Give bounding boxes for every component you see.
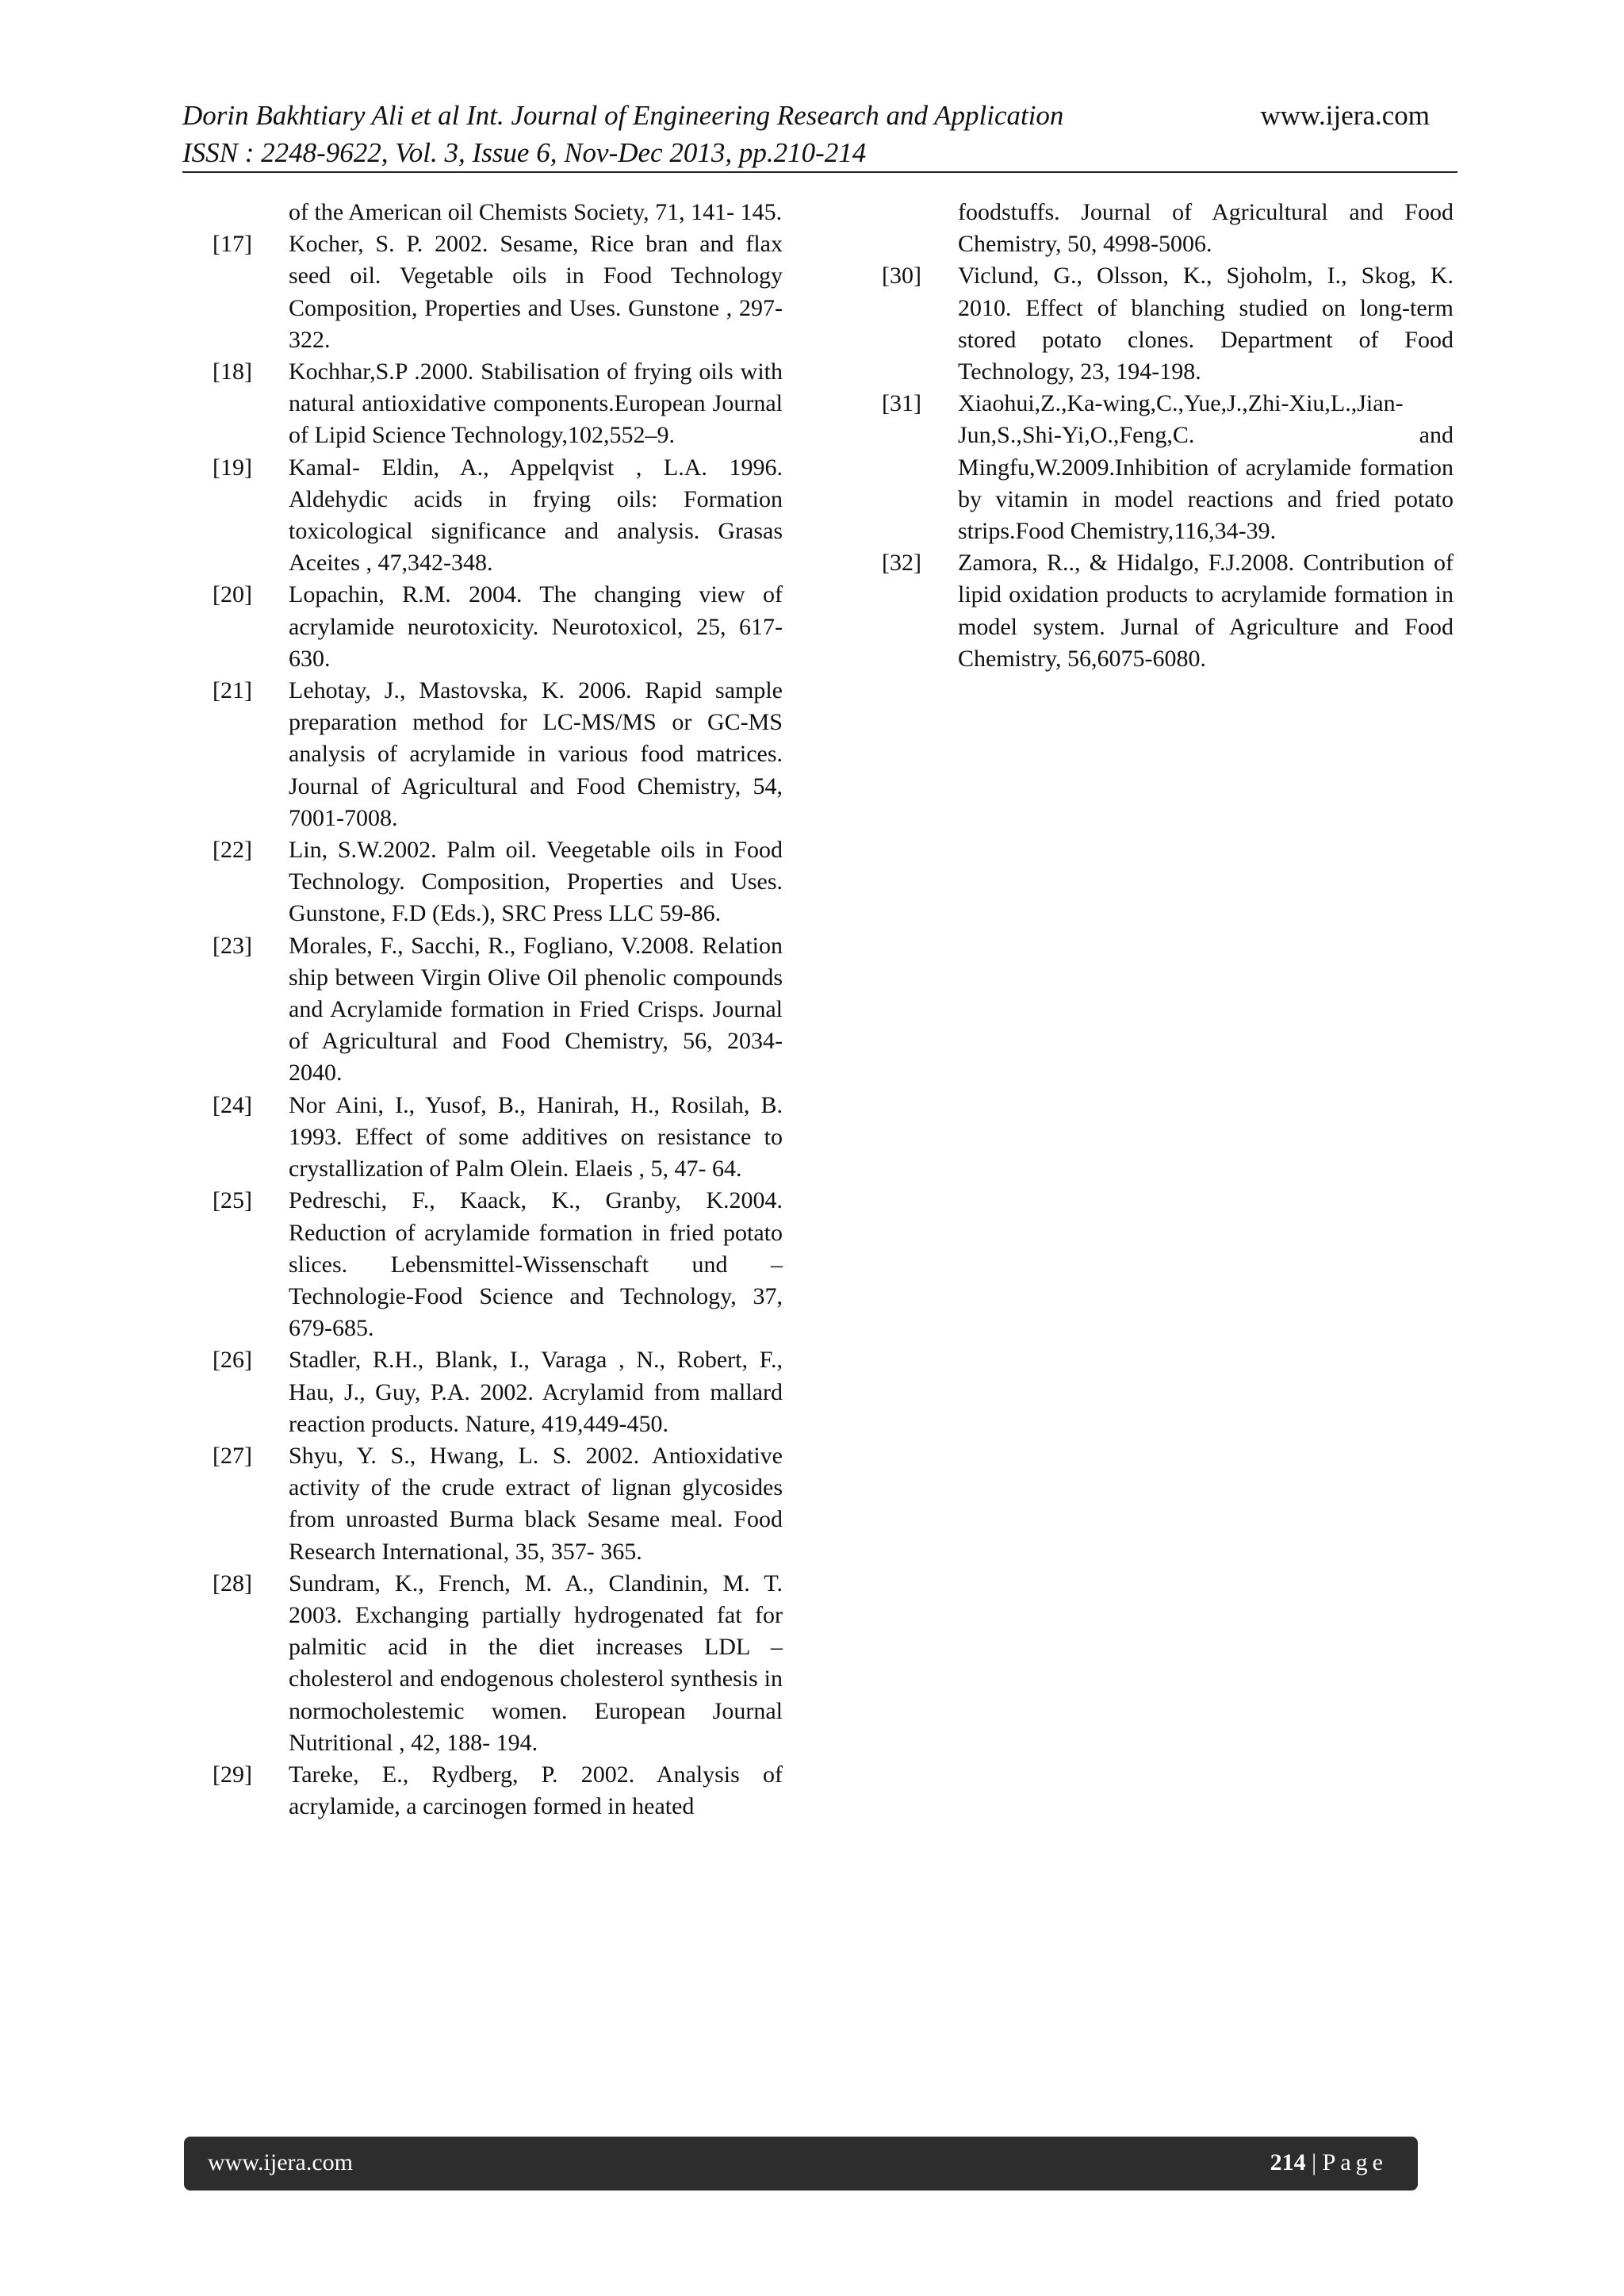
reference-text: Sundram, K., French, M. A., Clandinin, M. T. 2003. Exchanging partially hydrogenated fat for palmitic acid in the diet increases LDL – cholesterol and endogenous cholesterol synthesis in normocholestemic women. European Journal Nutritional , 42, 188- 194. — [289, 1570, 783, 1756]
reference-continuation: foodstuffs. Journal of Agricultural and Food Chemistry, 50, 4998-5006. — [958, 199, 1454, 258]
reference-entry — [213, 1440, 783, 1568]
reference-entry — [213, 834, 783, 930]
header-website-link[interactable]: www.ijera.com — [1260, 100, 1430, 131]
reference-list-left — [213, 228, 783, 1823]
footer-page-indicator — [1270, 2149, 1388, 2176]
reference-entry — [213, 579, 783, 675]
reference-text: Shyu, Y. S., Hwang, L. S. 2002. Antioxidative activity of the crude extract of lignan glycosides from unroasted Burma black Sesame meal. Food Research International, 35, 357- 365. — [289, 1442, 783, 1565]
reference-number: [25] — [213, 1187, 252, 1214]
reference-text: Pedreschi, F., Kaack, K., Granby, K.2004. Reduction of acrylamide formation in fried potato slices. Lebensmittel-Wissenschaft und –Technologie-Food Science and Technology, 37, 679-685. — [289, 1187, 783, 1342]
reference-number: [21] — [213, 677, 252, 704]
reference-entry — [213, 356, 783, 452]
reference-text: Morales, F., Sacchi, R., Fogliano, V.2008. Relation ship between Virgin Olive Oil phenolic compounds and Acrylamide formation in Fried Crisps. Journal of Agricultural and Food Chemistry, 56, 2034-2040. — [289, 932, 783, 1087]
reference-entry — [213, 1185, 783, 1344]
reference-text: Lehotay, J., Mastovska, K. 2006. Rapid sample preparation method for LC-MS/MS or GC-MS analysis of acrylamide in various food matrices. Journal of Agricultural and Food Chemistry, 54, 7001-7008. — [289, 677, 783, 831]
references-left-column — [213, 197, 783, 1823]
reference-text: Stadler, R.H., Blank, I., Varaga , N., Robert, F., Hau, J., Guy, P.A. 2002. Acrylamid from mallard reaction products. Nature, 419,449-450. — [289, 1347, 783, 1437]
reference-text: Lin, S.W.2002. Palm oil. Veegetable oils in Food Technology. Composition, Properties and Uses. Gunstone, F.D (Eds.), SRC Press LLC 59-86. — [289, 837, 783, 927]
reference-entry — [213, 452, 783, 580]
reference-entry — [213, 675, 783, 834]
reference-text: Xiaohui,Z.,Ka-wing,C.,Yue,J.,Zhi-Xiu,L.,Jian-Jun,S.,Shi-Yi,O.,Feng,C. and Mingfu,W.2009.Inhibition of acrylamide formation by vitamin in model reactions and fried potato strips.Food Chemistry,116,34-39. — [958, 390, 1454, 545]
reference-entry — [213, 930, 783, 1090]
running-header — [182, 97, 1457, 173]
reference-entry — [213, 1090, 783, 1186]
reference-text: Nor Aini, I., Yusof, B., Hanirah, H., Rosilah, B. 1993. Effect of some additives on resistance to crystallization of Palm Olein. Elaeis , 5, 47- 64. — [289, 1091, 783, 1182]
reference-number: [18] — [213, 358, 252, 385]
reference-entry — [213, 1759, 783, 1823]
reference-entry — [882, 547, 1454, 675]
reference-continuation: of the American oil Chemists Society, 71, 141- 145. — [289, 199, 783, 225]
reference-number: [23] — [213, 932, 252, 959]
reference-number: [30] — [882, 263, 921, 289]
reference-number: [29] — [213, 1761, 252, 1788]
reference-text: Kochhar,S.P .2000. Stabilisation of frying oils with natural antioxidative components.European Journal of Lipid Science Technology,102,552–9. — [289, 358, 783, 449]
reference-number: [32] — [882, 550, 921, 577]
reference-number: [28] — [213, 1570, 252, 1596]
header-issn-line: ISSN : 2248-9622, Vol. 3, Issue 6, Nov-Dec 2013, pp.210-214 — [182, 137, 867, 168]
references-right-column — [882, 197, 1454, 675]
reference-entry — [213, 228, 783, 356]
reference-entry — [882, 388, 1454, 547]
reference-number: [26] — [213, 1347, 252, 1374]
reference-number: [20] — [213, 581, 252, 608]
reference-number: [19] — [213, 454, 252, 481]
header-journal-line: Dorin Bakhtiary Ali et al Int. Journal of Engineering Research and Application — [182, 100, 1064, 131]
reference-text: Viclund, G., Olsson, K., Sjoholm, I., Skog, K. 2010. Effect of blanching studied on long-term stored potato clones. Department of Food Technology, 23, 194-198. — [958, 263, 1454, 385]
reference-text: Zamora, R.., & Hidalgo, F.J.2008. Contribution of lipid oxidation products to acrylamide formation in model system. Jurnal of Agriculture and Food Chemistry, 56,6075-6080. — [958, 550, 1454, 672]
reference-number: [24] — [213, 1091, 252, 1118]
page-separator: | — [1305, 2149, 1323, 2175]
footer-website-link[interactable]: www.ijera.com — [208, 2149, 353, 2175]
reference-list-right — [882, 260, 1454, 675]
page-number: 214 — [1270, 2149, 1306, 2175]
page-footer — [184, 2137, 1418, 2191]
reference-number: [31] — [882, 390, 921, 417]
reference-entry — [213, 1344, 783, 1440]
reference-number: [27] — [213, 1442, 252, 1469]
reference-number: [17] — [213, 231, 252, 258]
page-label: Page — [1322, 2149, 1388, 2175]
reference-text: Tareke, E., Rydberg, P. 2002. Analysis of acrylamide, a carcinogen formed in heated — [289, 1761, 783, 1820]
reference-text: Kocher, S. P. 2002. Sesame, Rice bran and flax seed oil. Vegetable oils in Food Technology Composition, Properties and Uses. Gunstone , 297- 322. — [289, 231, 783, 353]
reference-text: Lopachin, R.M. 2004. The changing view of acrylamide neurotoxicity. Neurotoxicol, 25, 617-630. — [289, 581, 783, 672]
reference-entry — [882, 260, 1454, 388]
reference-text: Kamal- Eldin, A., Appelqvist , L.A. 1996. Aldehydic acids in frying oils: Formation toxicological significance and analysis. Grasas Aceites , 47,342-348. — [289, 454, 783, 577]
reference-number: [22] — [213, 837, 252, 864]
reference-entry — [213, 1568, 783, 1759]
